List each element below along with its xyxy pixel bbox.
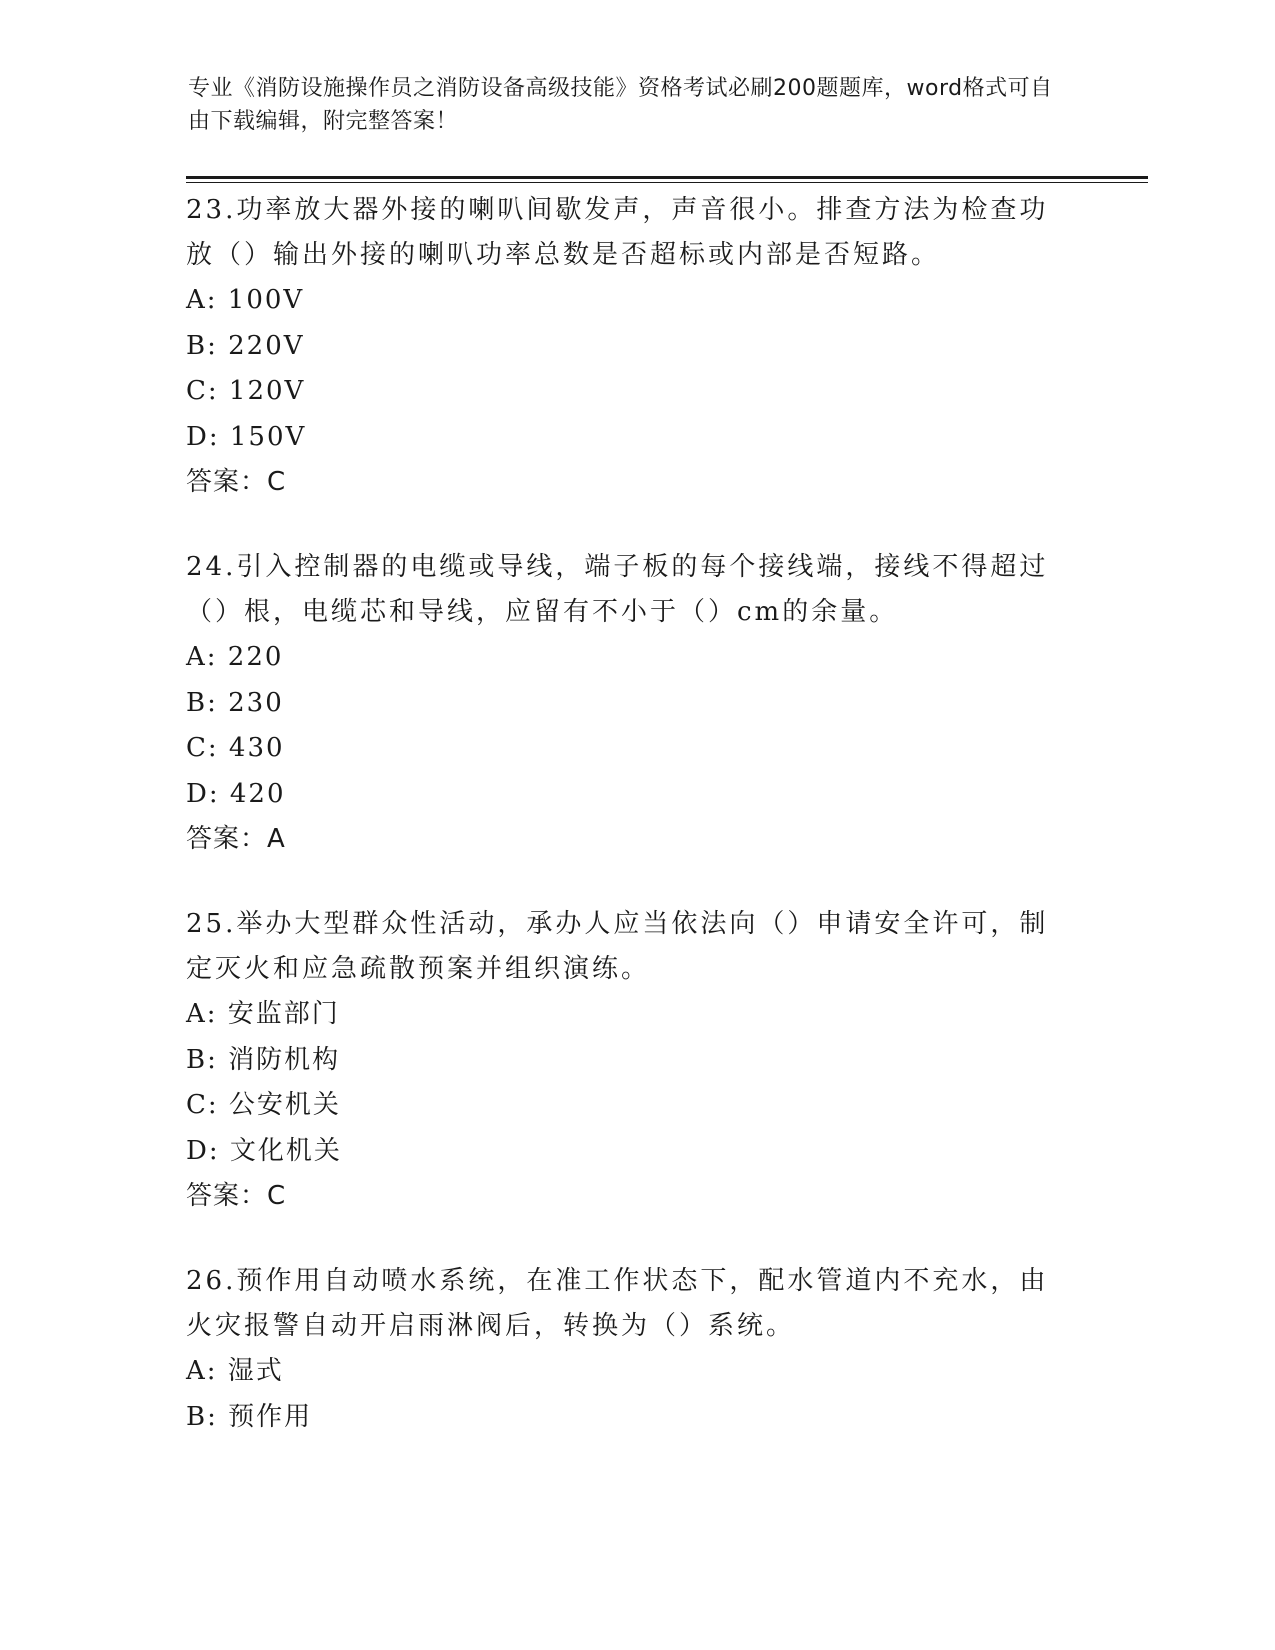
option-b: B: 消防机构 [186, 1044, 341, 1075]
question-stem: 23.功率放大器外接的喇叭间歇发声，声音很小。排查方法为检查功放（）输出外接的喇叭功率总数是否超标或内部是否短路。 [186, 195, 1049, 270]
question-list [186, 188, 1086, 1480]
option-c: C: 430 [186, 733, 285, 763]
question-stem: 24.引入控制器的电缆或导线，端子板的每个接线端，接线不得超过（）根，电缆芯和导线，应留有不小于（）cm的余量。 [186, 552, 1049, 627]
question-25 [186, 902, 1086, 1219]
question-stem: 26.预作用自动喷水系统，在准工作状态下，配水管道内不充水，由火灾报警自动开启雨淋阀后，转换为（）系统。 [186, 1266, 1049, 1341]
header-rule-thick [186, 176, 1148, 179]
question-24 [186, 545, 1086, 862]
option-c: C: 公安机关 [186, 1090, 341, 1120]
document-header: 专业《消防设施操作员之消防设备高级技能》资格考试必刷200题题库，word格式可自由下载编辑，附完整答案！ [188, 76, 1053, 134]
question-stem: 25.举办大型群众性活动，承办人应当依法向（）申请安全许可，制定灭火和应急疏散预案并组织演练。 [186, 909, 1049, 984]
option-b: B: 预作用 [186, 1401, 313, 1432]
option-a: A: 安监部门 [186, 999, 340, 1029]
header-rule-thin [186, 182, 1148, 183]
option-a: A: 湿式 [186, 1356, 284, 1386]
option-d: D: 420 [186, 778, 286, 809]
option-a: A: 100V [186, 285, 305, 315]
option-d: D: 文化机关 [186, 1135, 342, 1166]
option-b: B: 230 [186, 687, 284, 718]
answer-line: 答案：C [186, 467, 287, 497]
question-26 [186, 1259, 1086, 1440]
option-d: D: 150V [186, 421, 307, 452]
option-b: B: 220V [186, 330, 305, 361]
answer-line: 答案：A [186, 824, 286, 854]
question-23 [186, 188, 1086, 505]
option-a: A: 220 [186, 642, 284, 672]
answer-line: 答案：C [186, 1181, 287, 1211]
option-c: C: 120V [186, 376, 306, 406]
